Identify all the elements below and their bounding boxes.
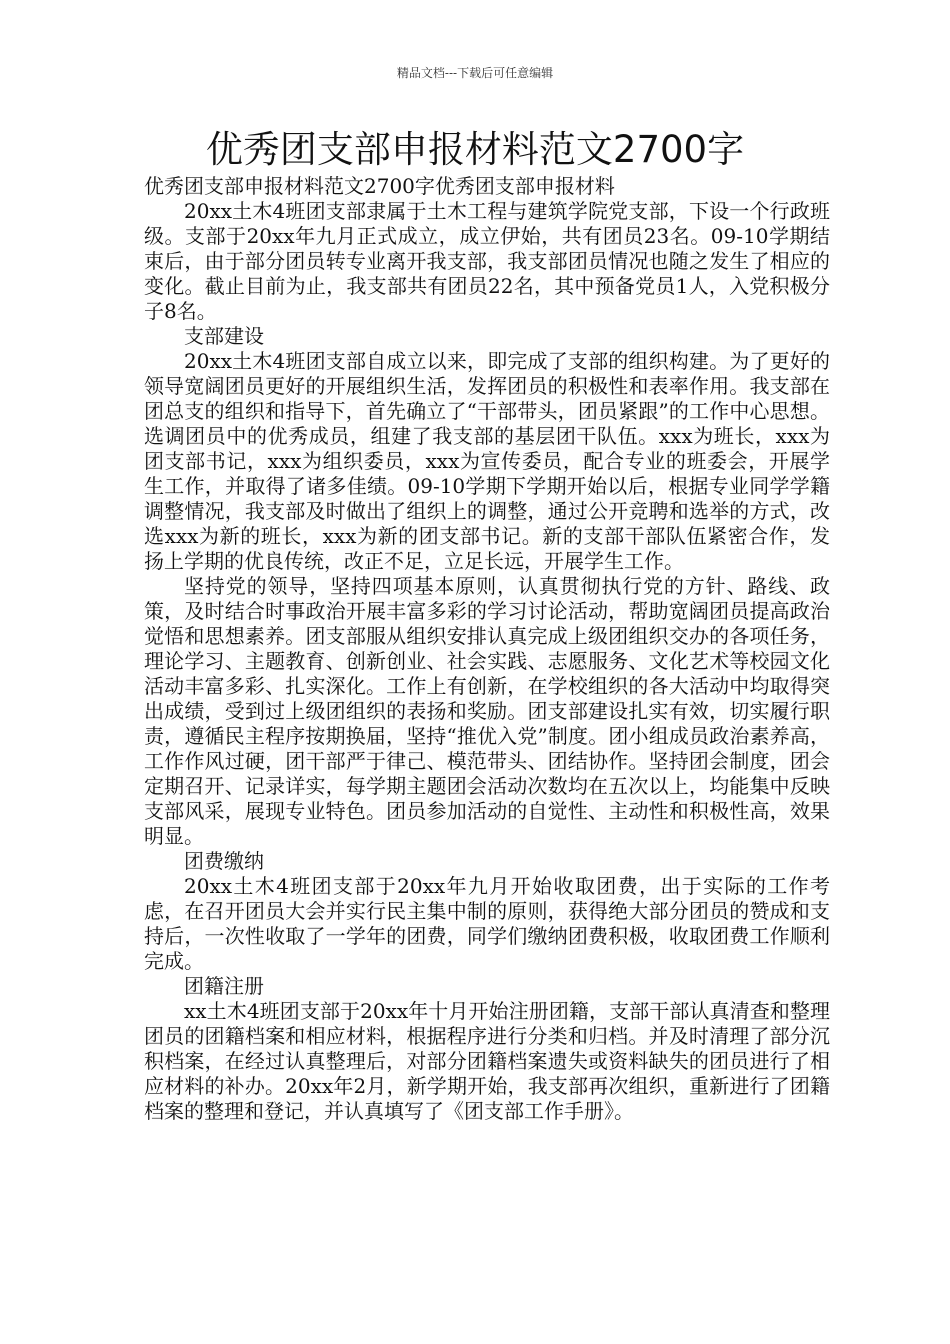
lead-line: 优秀团支部申报材料范文2700字优秀团支部申报材料 xyxy=(144,174,615,198)
section-heading-membership-registration: 团籍注册 xyxy=(184,974,264,998)
page-header-note: 精品文档---下载后可任意编辑 xyxy=(396,66,554,80)
membership-registration-paragraph: xx土木4班团支部于20xx年十月开始注册团籍，支部干部认真清查和整理团员的团籍档案和相应材料，根据程序进行分类和归档。并及时清理了部分沉积档案，在经过认真整理后，对部分团籍档案遗失或资料缺失的团员进行了相应材料的补办。20xx年2月，新学期开始，我支部再次组织，重新进行了团籍档案的整理和登记，并认真填写了《团支部工作手册》。 xyxy=(144,999,830,1123)
section-heading-branch-building: 支部建设 xyxy=(184,324,264,348)
section-heading-fee-payment: 团费缴纳 xyxy=(184,849,264,873)
intro-paragraph: 20xx土木4班团支部隶属于土木工程与建筑学院党支部，下设一个行政班级。支部于20xx年九月正式成立，成立伊始，共有团员23名。09-10学期结束后，由于部分团员转专业离开我支部，我支部团员情况也随之发生了相应的变化。截止目前为止，我支部共有团员22名，其中预备党员1人，入党积极分子8名。 xyxy=(144,199,830,323)
document-body xyxy=(144,174,830,1124)
fee-payment-paragraph: 20xx土木4班团支部于20xx年九月开始收取团费，出于实际的工作考虑，在召开团员大会并实行民主集中制的原则，获得绝大部分团员的赞成和支持后，一次性收取了一学年的团费，同学们缴纳团费积极，收取团费工作顺利完成。 xyxy=(144,874,830,973)
branch-building-paragraph-1: 20xx土木4班团支部自成立以来，即完成了支部的组织构建。为了更好的领导宽阔团员更好的开展组织生活，发挥团员的积极性和表率作用。我支部在团总支的组织和指导下，首先确立了“干部带头，团员紧跟”的工作中心思想。选调团员中的优秀成员，组建了我支部的基层团干队伍。xxx为班长，xxx为团支部书记，xxx为组织委员，xxx为宣传委员，配合专业的班委会，开展学生工作，并取得了诸多佳绩。09-10学期下学期开始以后，根据专业同学学籍调整情况，我支部及时做出了组织上的调整，通过公开竞聘和选举的方式，改选xxx为新的班长，xxx为新的团支部书记。新的支部干部队伍紧密合作，发扬上学期的优良传统，改正不足，立足长远，开展学生工作。 xyxy=(144,349,830,573)
document-title: 优秀团支部申报材料范文2700字 xyxy=(205,128,745,171)
branch-building-paragraph-2: 坚持党的领导，坚持四项基本原则，认真贯彻执行党的方针、路线、政策，及时结合时事政治开展丰富多彩的学习讨论活动，帮助宽阔团员提高政治觉悟和思想素养。团支部服从组织安排认真完成上级团组织交办的各项任务，理论学习、主题教育、创新创业、社会实践、志愿服务、文化艺术等校园文化活动丰富多彩、扎实深化。工作上有创新，在学校组织的各大活动中均取得突出成绩，受到过上级团组织的表扬和奖励。团支部建设扎实有效，切实履行职责，遵循民主程序按期换届，坚持“推优入党”制度。团小组成员政治素养高，工作作风过硬，团干部严于律己、模范带头、团结协作。坚持团会制度，团会定期召开、记录详实，每学期主题团会活动次数均在五次以上，均能集中反映支部风采，展现专业特色。团员参加活动的自觉性、主动性和积极性高，效果明显。 xyxy=(144,574,830,848)
